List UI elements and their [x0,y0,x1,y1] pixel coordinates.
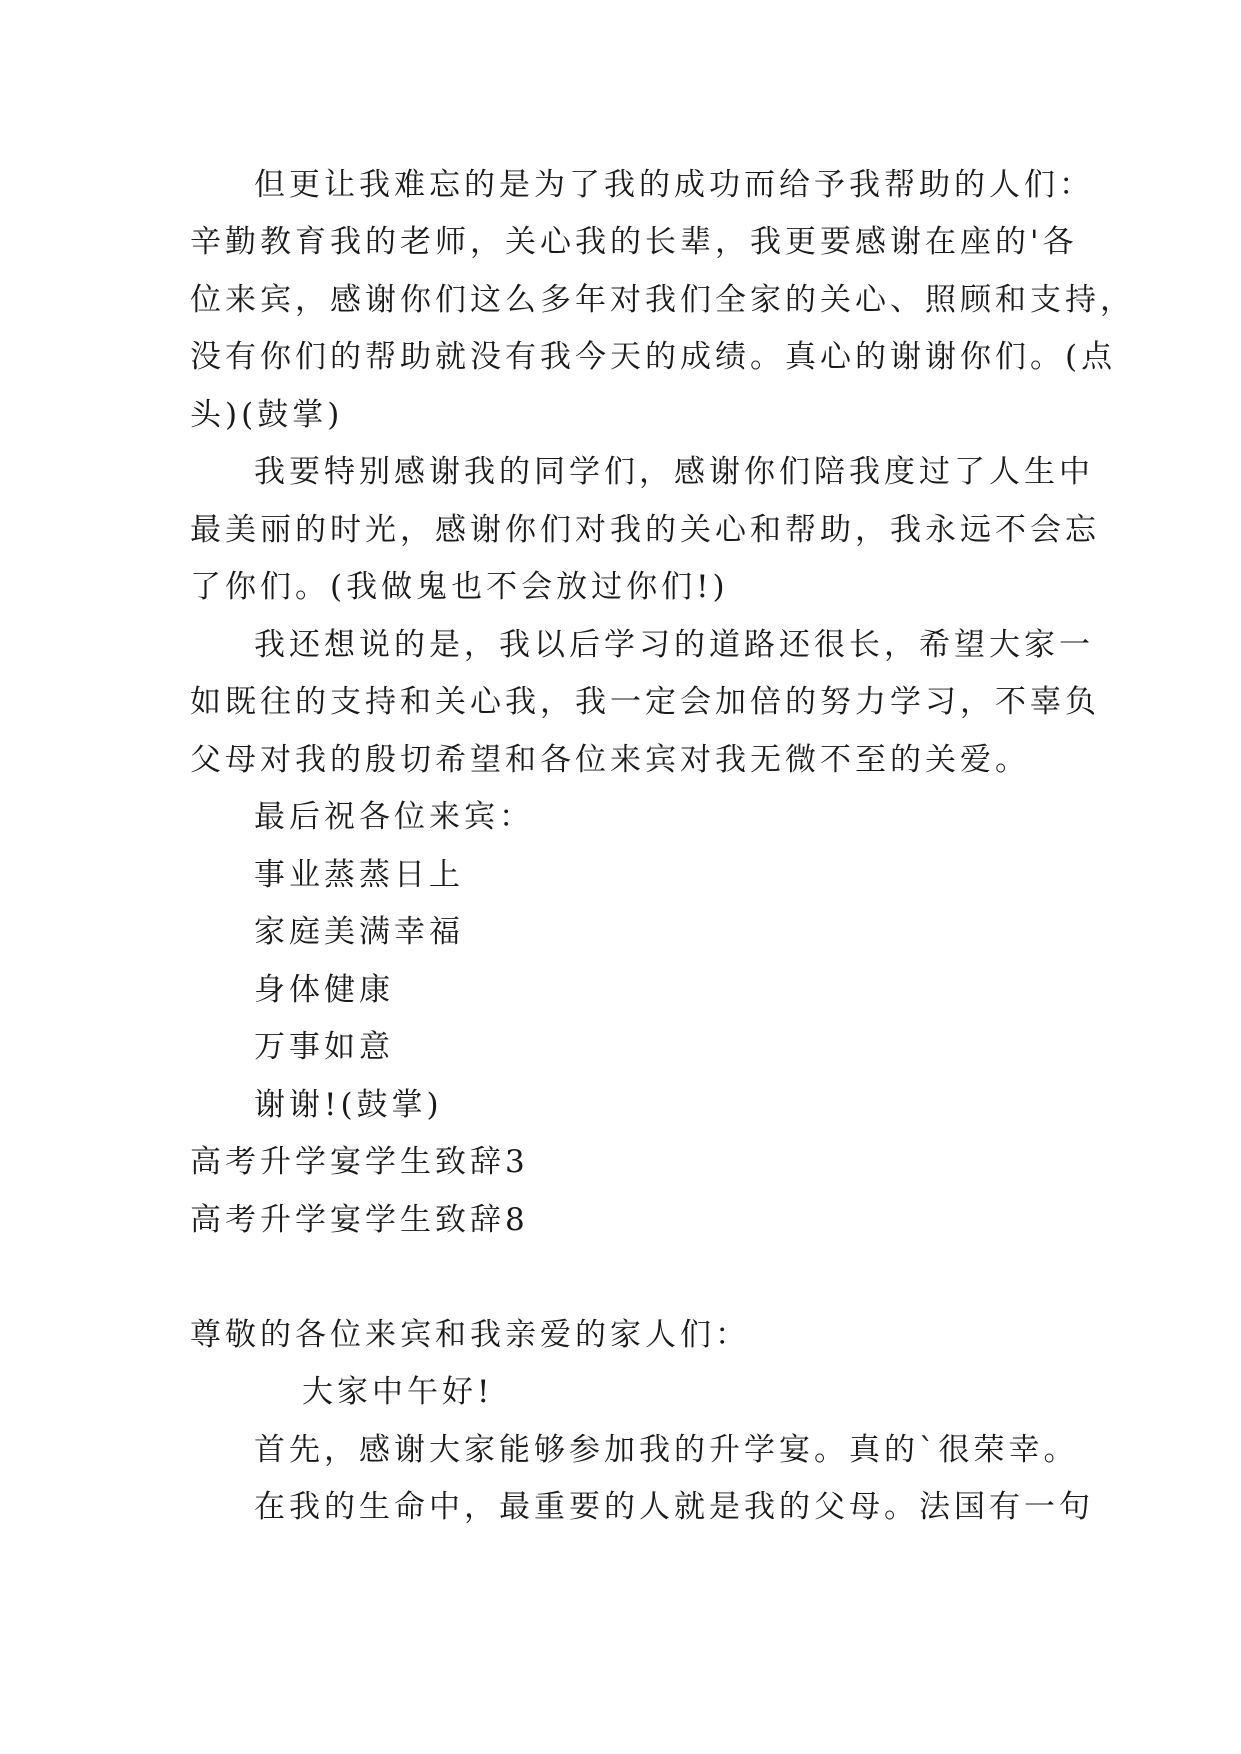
paragraph-line: 最后祝各位来宾： [254,799,534,835]
paragraph-line: 位来宾，感谢你们这么多年对我们全家的关心、照顾和支持， [190,282,1135,318]
paragraph-line: 我还想说的是，我以后学习的道路还很长，希望大家一 [254,627,1094,663]
wish-line: 事业蒸蒸日上 [254,857,464,893]
paragraph-line: 谢谢!(鼓掌) [254,1087,443,1123]
section-heading: 高考升学宴学生致辞3 [190,1144,529,1180]
paragraph-line: 首先，感谢大家能够参加我的升学宴。真的`很荣幸。 [254,1432,1079,1468]
paragraph-line: 但更让我难忘的是为了我的成功而给予我帮助的人们： [254,167,1094,203]
salutation: 尊敬的各位来宾和我亲爱的家人们： [190,1317,750,1353]
paragraph-line: 如既往的支持和关心我，我一定会加倍的努力学习，不辜负 [190,684,1100,720]
paragraph-line: 最美丽的时光，感谢你们对我的关心和帮助，我永远不会忘 [190,512,1100,548]
paragraph-line: 在我的生命中，最重要的人就是我的父母。法国有一句 [254,1489,1094,1525]
wish-line: 家庭美满幸福 [254,914,464,950]
paragraph-line: 头)(鼓掌) [190,397,344,433]
wish-line: 万事如意 [254,1029,394,1065]
paragraph-line: 父母对我的殷切希望和各位来宾对我无微不至的关爱。 [190,742,1030,778]
paragraph-line: 辛勤教育我的老师，关心我的长辈，我更要感谢在座的'各 [190,224,1078,260]
paragraph-line: 没有你们的帮助就没有我今天的成绩。真心的谢谢你们。(点 [190,339,1117,375]
paragraph-line: 我要特别感谢我的同学们，感谢你们陪我度过了人生中 [254,454,1094,490]
wish-line: 身体健康 [254,972,394,1008]
paragraph-line: 了你们。(我做鬼也不会放过你们!) [190,569,729,605]
greeting: 大家中午好! [302,1374,494,1410]
section-heading: 高考升学宴学生致辞8 [190,1202,529,1238]
